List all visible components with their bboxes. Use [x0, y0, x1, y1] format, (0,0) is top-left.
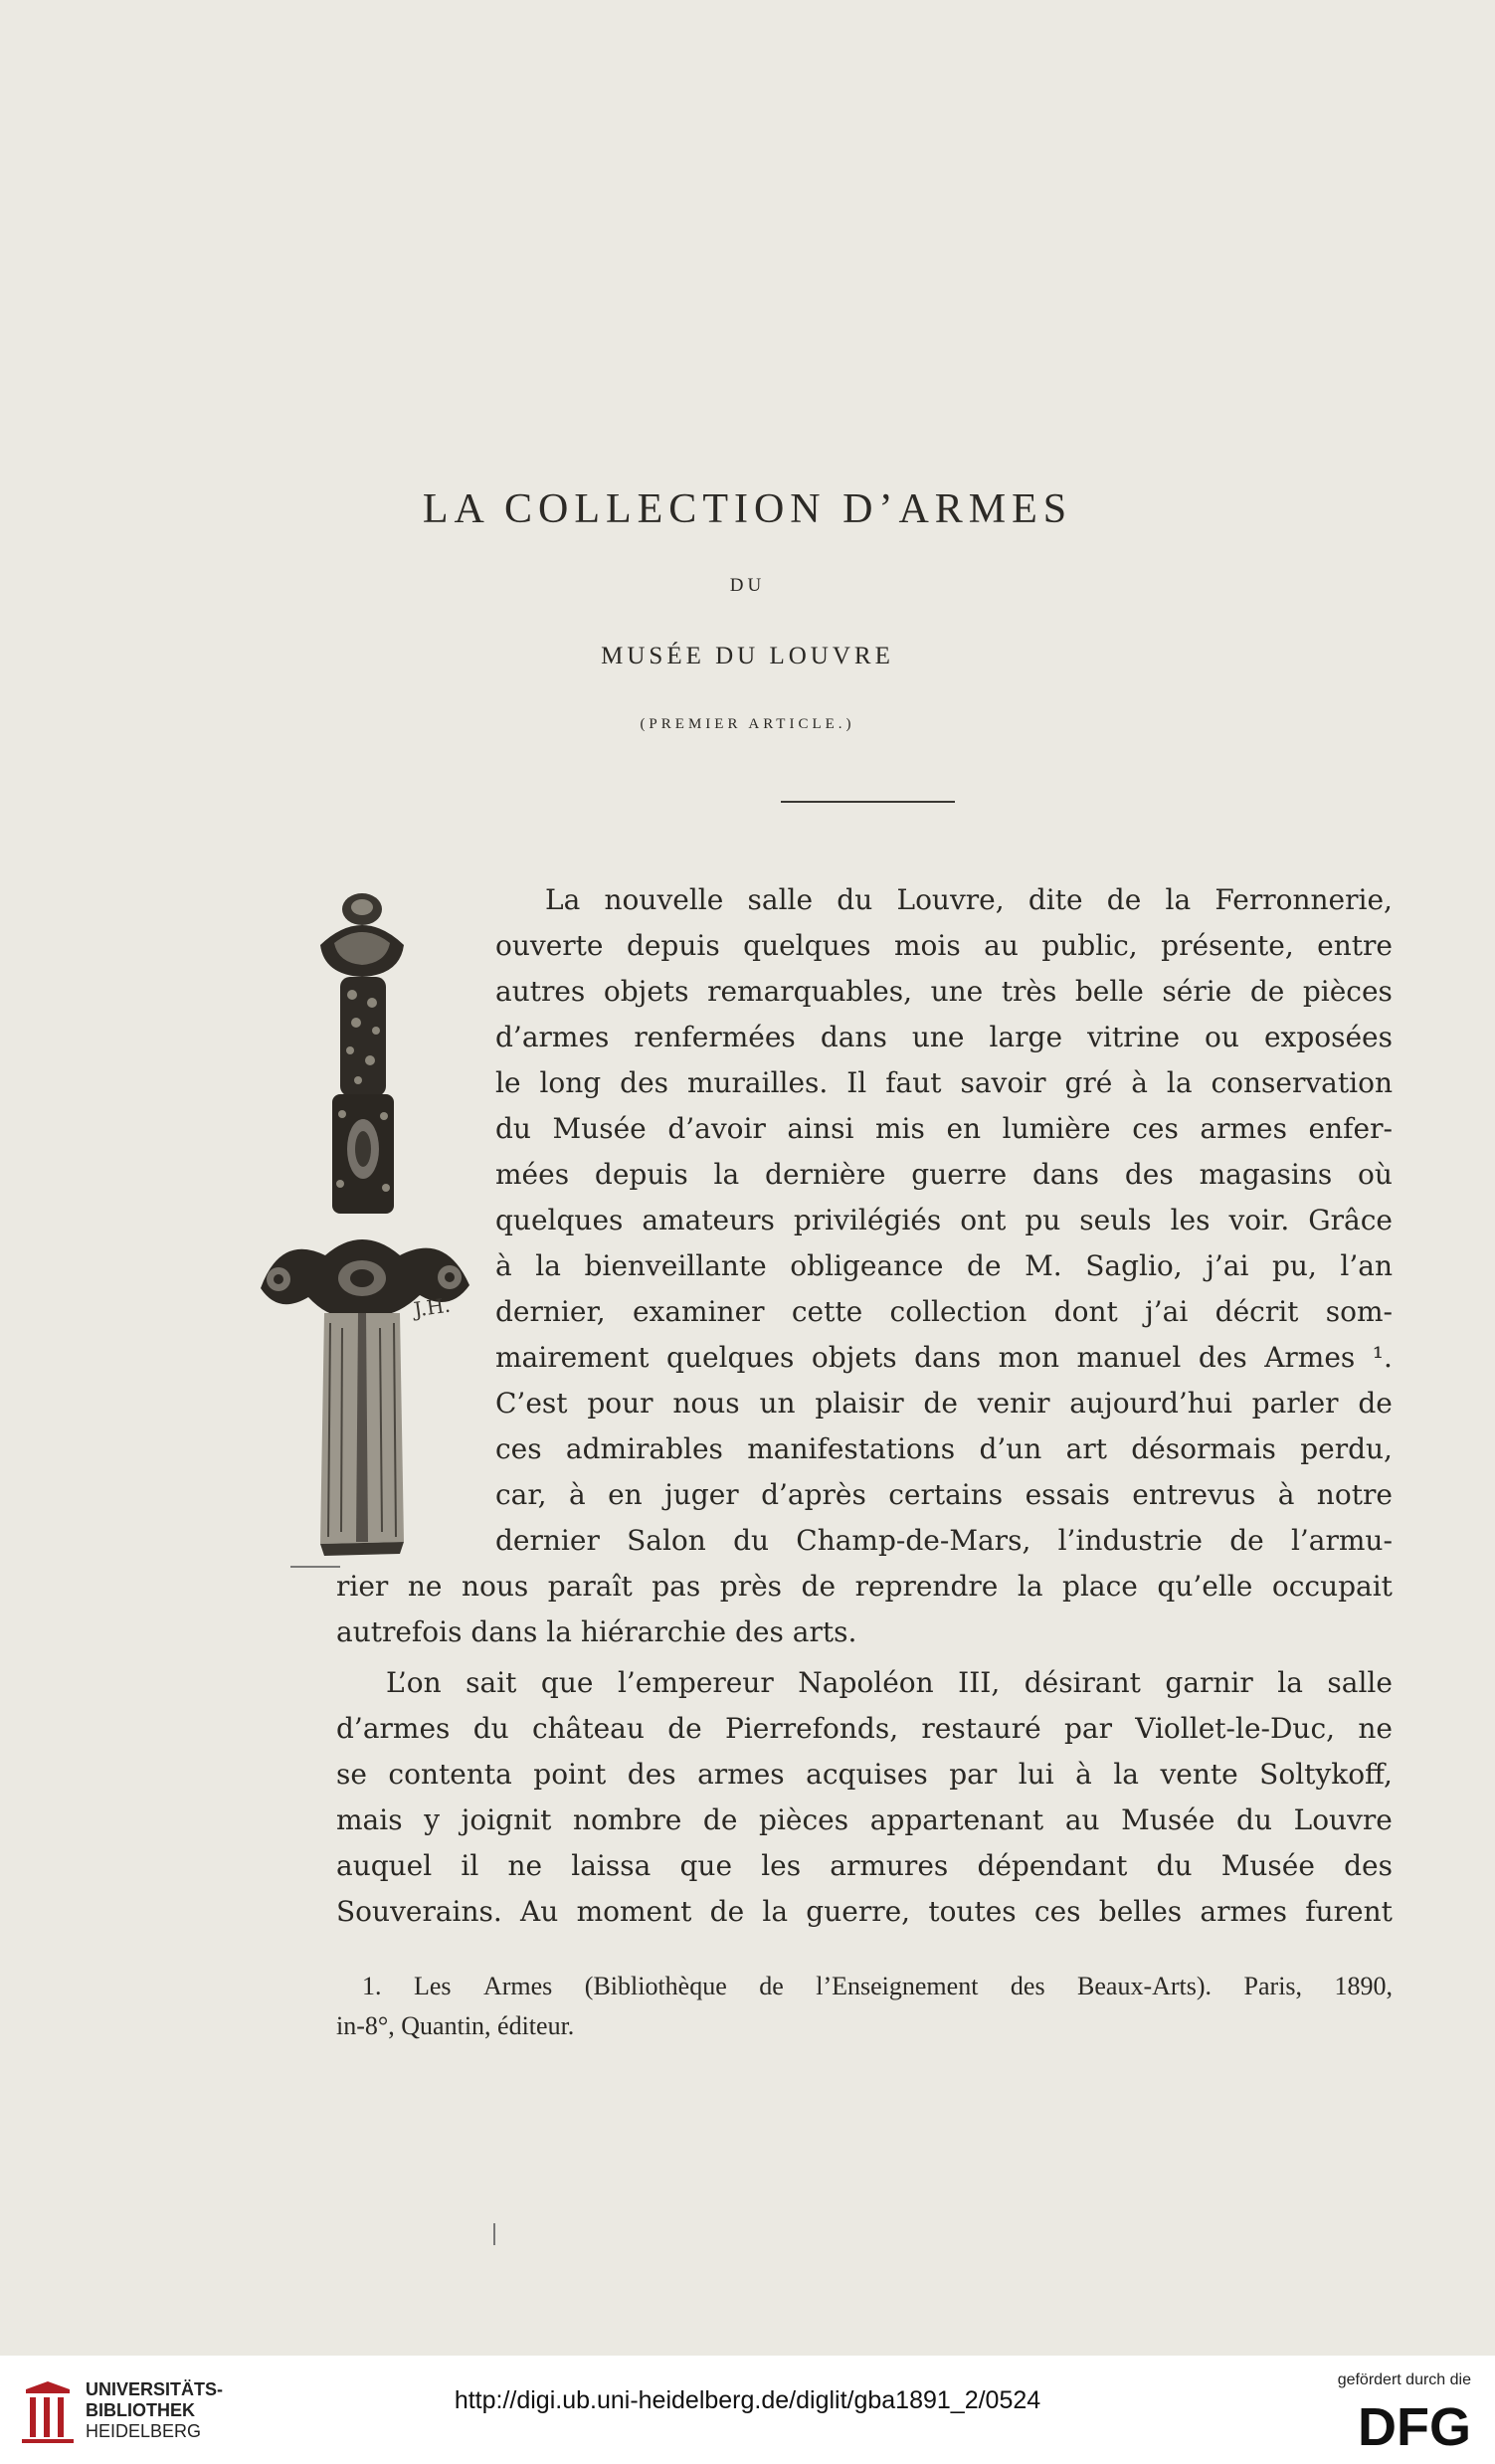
body-line: rier ne nous paraît pas près de reprendre la place qu’elle occupait — [336, 1570, 1393, 1603]
body-line: Souverains. Au moment de la guerre, toutes ces belles armes furent — [336, 1895, 1393, 1928]
uni-name-line: HEIDELBERG — [86, 2421, 202, 2441]
page-mark — [493, 2223, 495, 2245]
body-line: se contenta point des armes acquises par lui à la vente Soltykoff, — [336, 1758, 1393, 1791]
dfg-logo-text: DFG — [1358, 2397, 1471, 2451]
body-line: dernier, examiner cette collection dont j’ai décrit som- — [495, 1295, 1393, 1328]
body-line: dernier Salon du Champ-de-Mars, l’industrie de l’armu- — [495, 1524, 1393, 1557]
body-line: ouverte depuis quelques mois au public, présente, entre — [495, 929, 1393, 962]
uni-name-line: UNIVERSITÄTS- — [86, 2379, 224, 2399]
body-line: quelques amateurs privilégiés ont pu seuls les voir. Grâce — [495, 1204, 1393, 1236]
uni-name-line: BIBLIOTHEK — [86, 2400, 195, 2420]
body-line: mais y joignit nombre de pièces appartenant au Musée du Louvre — [336, 1803, 1393, 1836]
body-line: car, à en juger d’après certains essais entrevus à notre — [495, 1478, 1393, 1511]
body-line: L’on sait que l’empereur Napoléon III, désirant garnir la salle — [386, 1666, 1393, 1699]
footnote-line: 1. Les Armes (Bibliothèque de l’Enseignement des Beaux-Arts). Paris, 1890, — [362, 1972, 1393, 2000]
article-title: LA COLLECTION D’ARMES — [422, 486, 1073, 532]
permalink-url[interactable]: http://digi.ub.uni-heidelberg.de/diglit/gba1891_2/0524 — [454, 2386, 1041, 2414]
body-line: mairement quelques objets dans mon manuel des Armes ¹. — [495, 1341, 1393, 1374]
article-part-label: (PREMIER ARTICLE.) — [640, 716, 855, 732]
body-line: d’armes du château de Pierrefonds, restauré par Viollet-le-Duc, ne — [336, 1712, 1393, 1745]
body-line: du Musée d’avoir ainsi mis en lumière ces armes enfer- — [495, 1112, 1393, 1145]
body-line: ces admirables manifestations d’un art désormais perdu, — [495, 1432, 1393, 1465]
dfg-logo-icon — [1322, 2397, 1471, 2451]
funding-label: gefördert durch die — [1337, 2371, 1471, 2388]
body-line: à la bienveillante obligeance de M. Saglio, j’ai pu, l’an — [495, 1249, 1393, 1282]
body-line: auquel il ne laissa que les armures dépendant du Musée des — [336, 1849, 1393, 1882]
body-line: La nouvelle salle du Louvre, dite de la Ferronnerie, — [545, 883, 1393, 916]
body-line: le long des murailles. Il faut savoir gré à la conservation — [495, 1066, 1393, 1099]
footnote-line: in-8°, Quantin, éditeur. — [336, 2011, 575, 2040]
body-line: C’est pour nous un plaisir de venir aujourd’hui parler de — [495, 1387, 1393, 1420]
engraver-signature: J.H. — [412, 1292, 453, 1322]
dagger-engraving-icon — [251, 885, 479, 1577]
title-divider — [781, 801, 955, 803]
body-line: mées depuis la dernière guerre dans des magasins où — [495, 1158, 1393, 1191]
body-line: autrefois dans la hiérarchie des arts. — [336, 1615, 857, 1648]
body-line: d’armes renfermées dans une large vitrine ou exposées — [495, 1021, 1393, 1053]
article-du: DU — [729, 575, 766, 596]
body-line: autres objets remarquables, une très belle série de pièces — [495, 975, 1393, 1008]
article-subtitle: MUSÉE DU LOUVRE — [601, 643, 894, 669]
